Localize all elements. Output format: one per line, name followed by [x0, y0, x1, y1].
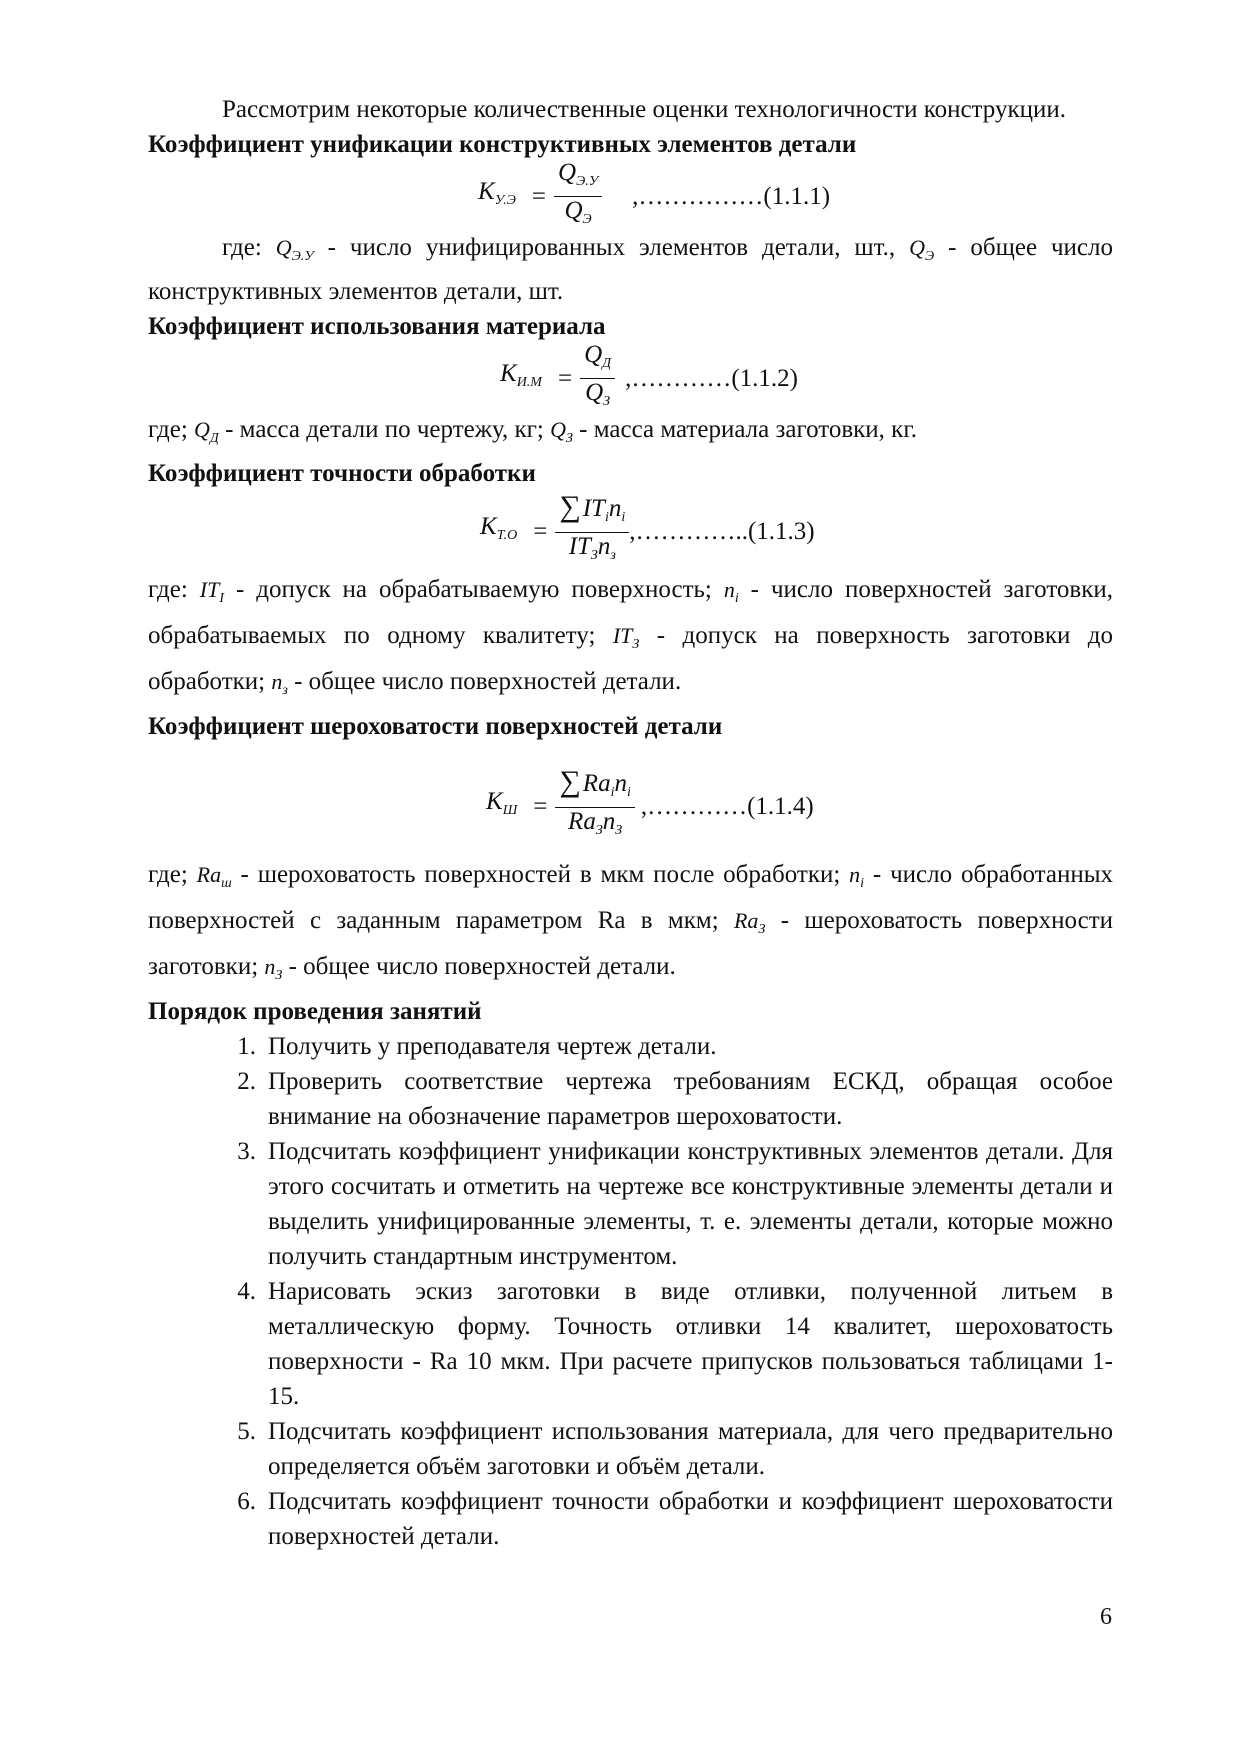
heading-roughness: Коэффициент шероховатости поверхностей детали: [148, 713, 723, 740]
where-unification: где: $Q_{Э.У}$ - число унифицированных элементов детали, шт., $Q_Э$ - общее число конструктивных элементов детали, шт.: [148, 234, 1114, 305]
heading-procedure: Порядок проведения занятий: [148, 998, 482, 1025]
list-item: 4. Нарисовать эскиз заготовки в виде отливки, полученной литьем в металлическую форму. Точность отливки 14 квалитет, шероховатость поверхности - Ra 10 мкм. При расчете припусков пользоваться таблицами 1-15.: [237, 1278, 1113, 1410]
heading-unification: Коэффициент унификации конструктивных элементов детали: [148, 131, 857, 158]
procedure-list: [148, 1029, 1113, 1554]
formula-1-1-1: $K_{У.Э}$ = $\frac{Q_{Э.У}}{Q_Э}$ ,……………(1.1.1): [478, 158, 831, 227]
list-item: 5. Подсчитать коэффициент использования материала, для чего предварительно определяется объём заготовки и объём детали.: [237, 1418, 1113, 1480]
heading-material-use: Коэффициент использования материала: [148, 313, 606, 340]
where-roughness: где; $Ra_ш$ - шероховатость поверхностей в мкм после обработки; $n_i$ - число обработанных поверхностей с заданным параметром Ra в мкм; $Ra_З$ - шероховатость поверхности заготовки; $n_З$ - общее число поверхностей детали.: [148, 861, 1114, 983]
page-number: 6: [1100, 1604, 1112, 1630]
document-page: [148, 92, 1113, 1554]
list-item: 6. Подсчитать коэффициент точности обработки и коэффициент шероховатости поверхностей детали.: [237, 1488, 1113, 1550]
formula-1-1-3: $K_{Т.О}$ = $\frac{\sum IT_in_i}{IT_Зn_з}$ ,…………..(1.1.3): [480, 489, 815, 563]
heading-accuracy: Коэффициент точности обработки: [148, 460, 536, 487]
list-item: 3. Подсчитать коэффициент унификации конструктивных элементов детали. Для этого сосчитать и отметить на чертеже все конструктивные элементы детали и выделить унифицированные элементы, т. е. элементы детали, которые можно получить стандартным инструментом.: [237, 1138, 1113, 1270]
where-accuracy: где: $IT_I$ - допуск на обрабатываемую поверхность; $n_i$ - число поверхностей заготовки, обрабатываемых по одному квалитету; $IT_З$ - допуск на поверхность заготовки до обработки; $n_з$ - общее число поверхностей детали.: [148, 576, 1114, 698]
where-material-use: где; $Q_Д$ - масса детали по чертежу, кг; $Q_З$ - масса материала заготовки, кг.: [148, 416, 918, 446]
list-item: 1. Получить у преподавателя чертеж детали.: [237, 1033, 717, 1060]
intro-paragraph: Рассмотрим некоторые количественные оценки технологичности конструкции.: [222, 96, 1066, 123]
list-item: 2. Проверить соответствие чертежа требованиям ЕСКД, обращая особое внимание на обозначение параметров шероховатости.: [237, 1068, 1113, 1130]
formula-1-1-2: $K_{И.М}$ = $\frac{Q_Д}{Q_З}$ ,…………(1.1.2): [500, 340, 798, 409]
formula-1-1-4: $K_Ш$ = $\frac{\sum Ra_in_i}{Ra_Зn_З}$ ,…………(1.1.4): [486, 764, 814, 838]
